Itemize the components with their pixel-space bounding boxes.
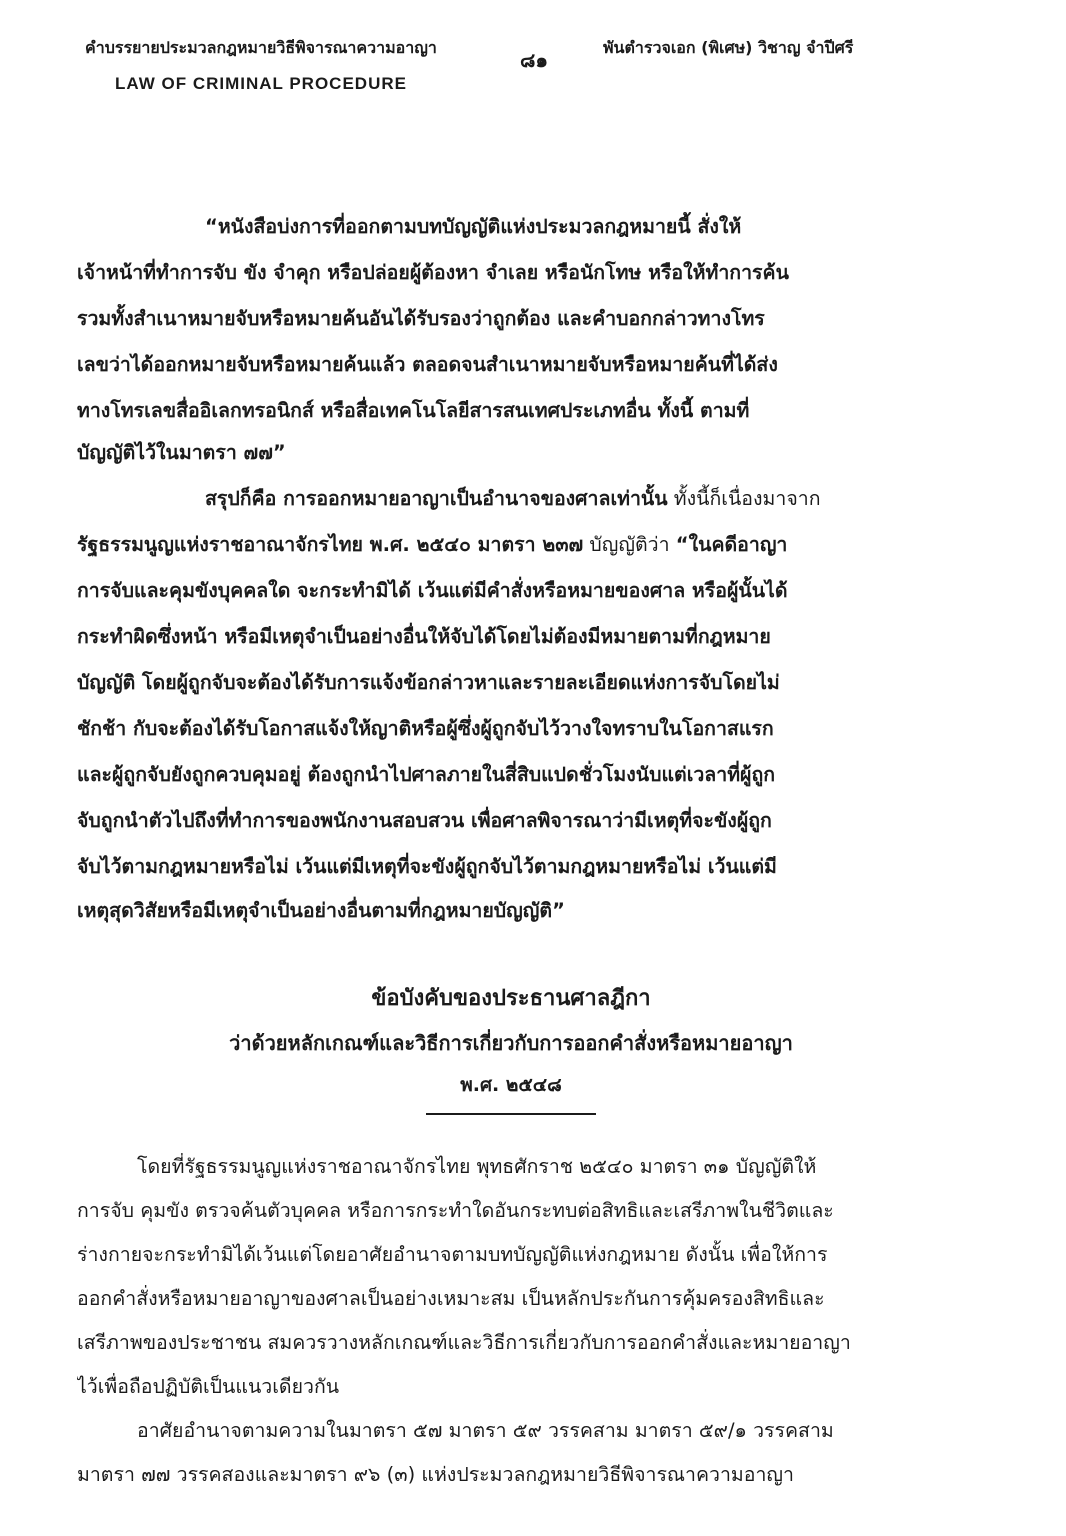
book-title: คำบรรยายประมวลกฎหมายวิธีพิจารณาความอาญา bbox=[85, 38, 437, 57]
page-number: ๘๑ bbox=[520, 48, 549, 72]
summary-line: การจับและคุมขังบุคคลใด จะกระทำมิได้ เว้นแต่มีคำสั่งหรือหมายของศาล หรือผู้นั้นได้ bbox=[77, 579, 788, 602]
authority-line: มาตรา ๗๗ วรรคสองและมาตรา ๙๖ (๓) แห่งประมวลกฎหมายวิธีพิจารณาความอาญา bbox=[77, 1463, 794, 1486]
english-book-title: LAW OF CRIMINAL PROCEDURE bbox=[115, 74, 407, 93]
summary-line bbox=[77, 530, 945, 560]
page-header bbox=[0, 0, 1066, 110]
quote-line: บัญญัติไว้ในมาตรา ๗๗” bbox=[77, 441, 286, 464]
authority-line: อาศัยอำนาจตามความในมาตรา ๕๗ มาตรา ๕๙ วรรคสาม มาตรา ๕๙/๑ วรรคสาม bbox=[137, 1419, 834, 1442]
preamble-line: ไว้เพื่อถือปฏิบัติเป็นแนวเดียวกัน bbox=[77, 1375, 340, 1398]
quote-line: เลขว่าได้ออกหมายจับหรือหมายค้นแล้ว ตลอดจนสำเนาหมายจับหรือหมายค้นที่ได้ส่ง bbox=[77, 353, 778, 376]
quote-line: รวมทั้งสำเนาหมายจับหรือหมายค้นอันได้รับรองว่าถูกต้อง และคำบอกกล่าวทางโทร bbox=[77, 307, 765, 330]
summary-line bbox=[205, 484, 945, 514]
summary-line: และผู้ถูกจับยังถูกควบคุมอยู่ ต้องถูกนำไปศาลภายในสี่สิบแปดชั่วโมงนับแต่เวลาที่ผู้ถูก bbox=[77, 763, 776, 786]
summary-text: ทั้งนี้ก็เนื่องมาจาก bbox=[667, 487, 821, 510]
section-year: พ.ศ. ๒๕๔๘ bbox=[460, 1074, 562, 1096]
summary-line: บัญญัติ โดยผู้ถูกจับจะต้องได้รับการแจ้งข้อกล่าวหาและรายละเอียดแห่งการจับโดยไม่ bbox=[77, 671, 780, 694]
preamble-line: การจับ คุมขัง ตรวจค้นตัวบุคคล หรือการกระทำใดอันกระทบต่อสิทธิและเสรีภาพในชีวิตและ bbox=[77, 1199, 834, 1222]
preamble-line: ออกคำสั่งหรือหมายอาญาของศาลเป็นอย่างเหมาะสม เป็นหลักประกันการคุ้มครองสิทธิและ bbox=[77, 1287, 825, 1310]
summary-line: จับไว้ตามกฎหมายหรือไม่ เว้นแต่มีเหตุที่จะขังผู้ถูกจับไว้ตามกฎหมายหรือไม่ เว้นแต่มี bbox=[77, 855, 777, 878]
summary-line: ชักช้า กับจะต้องได้รับโอกาสแจ้งให้ญาติหรือผู้ซึ่งผู้ถูกจับไว้วางใจทราบในโอกาสแรก bbox=[77, 717, 774, 740]
section-subtitle: ว่าด้วยหลักเกณฑ์และวิธีการเกี่ยวกับการออกคำสั่งหรือหมายอาญา bbox=[229, 1031, 793, 1055]
summary-line: จับถูกนำตัวไปถึงที่ทำการของพนักงานสอบสวน เพื่อศาลพิจารณาว่ามีเหตุที่จะขังผู้ถูก bbox=[77, 809, 772, 832]
section-title: ข้อบังคับของประธานศาลฎีกา bbox=[371, 986, 651, 1011]
section-divider bbox=[426, 1113, 596, 1115]
quote-line: “หนังสือบ่งการที่ออกตามบทบัญญัติแห่งประมวลกฎหมายนี้ สั่งให้ bbox=[205, 215, 742, 238]
summary-line: เหตุสุดวิสัยหรือมีเหตุจำเป็นอย่างอื่นตามที่กฎหมายบัญญัติ” bbox=[77, 899, 565, 922]
summary-emphasis: สรุปก็คือ การออกหมายอาญาเป็นอำนาจของศาลเท่านั้น bbox=[205, 487, 668, 510]
quote-line: เจ้าหน้าที่ทำการจับ ขัง จำคุก หรือปล่อยผู้ต้องหา จำเลย หรือนักโทษ หรือให้ทำการค้น bbox=[77, 261, 789, 284]
summary-line: กระทำผิดซึ่งหน้า หรือมีเหตุจำเป็นอย่างอื่นให้จับได้โดยไม่ต้องมีหมายตามที่กฎหมาย bbox=[77, 625, 771, 648]
preamble-line: เสรีภาพของประชาชน สมควรวางหลักเกณฑ์และวิธีการเกี่ยวกับการออกคำสั่งและหมายอาญา bbox=[77, 1331, 851, 1354]
quote-line: ทางโทรเลขสื่ออิเลกทรอนิกส์ หรือสื่อเทคโนโลยีสารสนเทศประเภทอื่น ทั้งนี้ ตามที่ bbox=[77, 399, 750, 422]
preamble-line: ร่างกายจะกระทำมิได้เว้นแต่โดยอาศัยอำนาจตามบทบัญญัติแห่งกฎหมาย ดังนั้น เพื่อให้การ bbox=[77, 1243, 828, 1266]
author-name: พันตำรวจเอก (พิเศษ) วิชาญ จำปีศรี bbox=[603, 38, 854, 57]
preamble-line: โดยที่รัฐธรรมนูญแห่งราชอาณาจักรไทย พุทธศักราช ๒๕๔๐ มาตรา ๓๑ บัญญัติให้ bbox=[137, 1155, 817, 1178]
constitution-citation: รัฐธรรมนูญแห่งราชอาณาจักรไทย พ.ศ. ๒๕๔๐ มาตรา ๒๓๗ bbox=[77, 533, 584, 556]
summary-text: บัญญัติว่า bbox=[583, 533, 676, 556]
quote-open: “ในคดีอาญา bbox=[675, 533, 788, 556]
